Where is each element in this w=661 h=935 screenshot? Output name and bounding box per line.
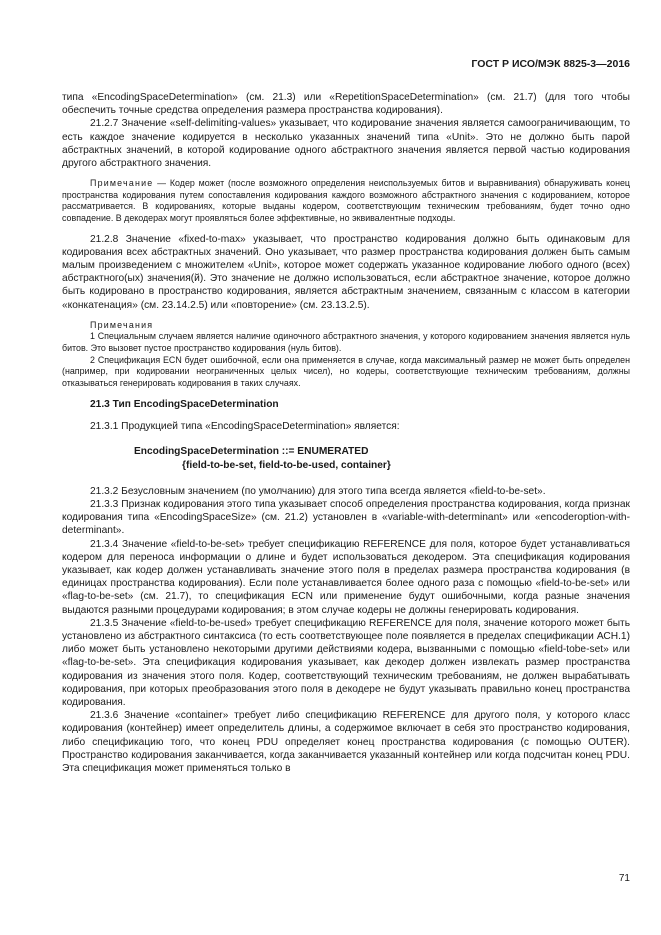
code-line-1: EncodingSpaceDetermination ::= ENUMERATED bbox=[134, 445, 369, 457]
note-text: — Кодер может (после возможного определения неиспользуемых битов и выравнивания) обнаруживать конец пространства кодирования путем сопоставления кодирования каждого возможного абстрактного значения с кодированием, которое рассматривается. В кодированиях, которые выданы кодером, соответствующим техническим требованиям, будет точно одно совпадение. В декодерах могут проявляться более эффективные, но эквивалентные подходы. bbox=[62, 178, 630, 223]
notes-title: Примечания bbox=[90, 319, 154, 330]
paragraph-21-3-2: 21.3.2 Безусловным значением (по умолчанию) для этого типа всегда является «field-to-be-set». bbox=[90, 485, 546, 497]
paragraph-continuation: типа «EncodingSpaceDetermination» (см. 21.3) или «RepetitionSpaceDetermination» (см. 21.7) (для того чтобы обеспечить точные средства определения размера пространства кодирования). bbox=[62, 92, 630, 117]
note-2: 2 Спецификация ECN будет ошибочной, если она применяется в случае, когда максимальный размер не может быть определен (например, при кодировании неограниченных целых чисел), но кодеры, соответствующие техническим требованиям, должны отказываться генерировать кодирования в таких случаях. bbox=[62, 354, 630, 388]
paragraph-21-3-3: 21.3.3 Признак кодирования этого типа указывает способ определения пространства кодирования, когда признак кодирования типа «EncodingSpaceSize» (см. 21.2) установлен в «variable-with-determinant» или «encoderoption-with-determinant». bbox=[62, 498, 630, 537]
note-title: Примечание bbox=[90, 178, 154, 189]
section-heading: 21.3 Тип EncodingSpaceDetermination bbox=[90, 399, 279, 411]
page-number: 71 bbox=[618, 873, 630, 884]
paragraph-21-2-8: 21.2.8 Значение «fixed-to-max» указывает, что пространство кодирования должно быть одинаковым для кодирования всех абстрактных значений. Оно указывает, что размер пространства кодирования должен быть самым малым произведением с множителем «Unit», которое может содержать указанное кодирование любого одного (всех) абстрактного(ых) значения(й). Это значение не должно использоваться, если абстрактное значение, которое должно быть кодировано в пространство кодирования, является абстрактным значением, связанным с классом в категории «конкатенация» (см. 23.14.2.5) или «повторение» (см. 23.13.2.5). bbox=[62, 233, 630, 311]
note-1: 1 Специальным случаем является наличие одиночного абстрактного значения, у которого кодированием значения является нуль битов. Это вызовет пустое пространство кодирования (нуль битов). bbox=[62, 331, 630, 353]
paragraph-21-3-6: 21.3.6 Значение «container» требует либо спецификацию REFERENCE для другого поля, у которого класс кодирования (контейнер) имеет определитель длины, а содержимое включает в себя это пространство кодирования, либо спецификацию того, что конец PDU определяет конец пространства кодирования (с помощью OUTER). Пространство кодирования заканчивается, когда заканчивается указанный контейнер или когда подсчитан конец PDU. Эта спецификация может применяться только в bbox=[62, 710, 630, 775]
paragraph-21-3-5: 21.3.5 Значение «field-to-be-used» требует спецификацию REFERENCE для поля, значение которого может быть установлено из абстрактного синтаксиса (то есть соответствующее поле появляется в пределах спецификации АСН.1) либо может быть установлено некоторыми другими действиями кодера, вызванными с помощью «field-tobe-set» или «flag-to-be-set». Эта спецификация кодирования указывает, как декодер должен извлекать размер пространства кодирования из значения этого поля. Кодер, соответствующий техническим требованиям, не должен вырабатывать кодирования, при которых преобразования этого поля в декодере не будут указывать правильно конец пространства кодирования. bbox=[62, 617, 630, 709]
document-header: ГОСТ Р ИСО/МЭК 8825-3—2016 bbox=[471, 58, 630, 70]
note-paragraph bbox=[62, 178, 630, 224]
code-line-2: {field-to-be-set, field-to-be-used, container} bbox=[182, 459, 391, 471]
paragraph-21-3-1: 21.3.1 Продукцией типа «EncodingSpaceDetermination» является: bbox=[90, 420, 400, 432]
code-block bbox=[134, 445, 630, 473]
paragraph-21-3-4: 21.3.4 Значение «field-to-be-set» требует спецификацию REFERENCE для поля, которое будет устанавливаться кодером для переноса информации о длине и будет использоваться декодером. Эта спецификация кодирования указывает, как кодер должен устанавливать значение этого поля в пределах размера пространства кодирования (в единицах пространства кодирования). Если поле устанавливается более одного раза с помощью «field-to-be-set» или «flag-to-be-set» (см. 21.7), то спецификация ECN или применение будут ошибочными, когда разные значения выдаются разными процедурами кодирования; в этом случае кодеры не должны генерировать кодирования. bbox=[62, 538, 630, 616]
paragraph-21-2-7: 21.2.7 Значение «self-delimiting-values» указывает, что кодирование значения является самоограничивающим, то есть каждое значение кодируется в несколько указанных значений типа «Unit». Это не должно быть парой абстрактных значений, в которой кодирование одного абстрактного значения является первой частью кодирования другого абстрактного значения. bbox=[62, 118, 630, 170]
document-body bbox=[62, 91, 630, 775]
